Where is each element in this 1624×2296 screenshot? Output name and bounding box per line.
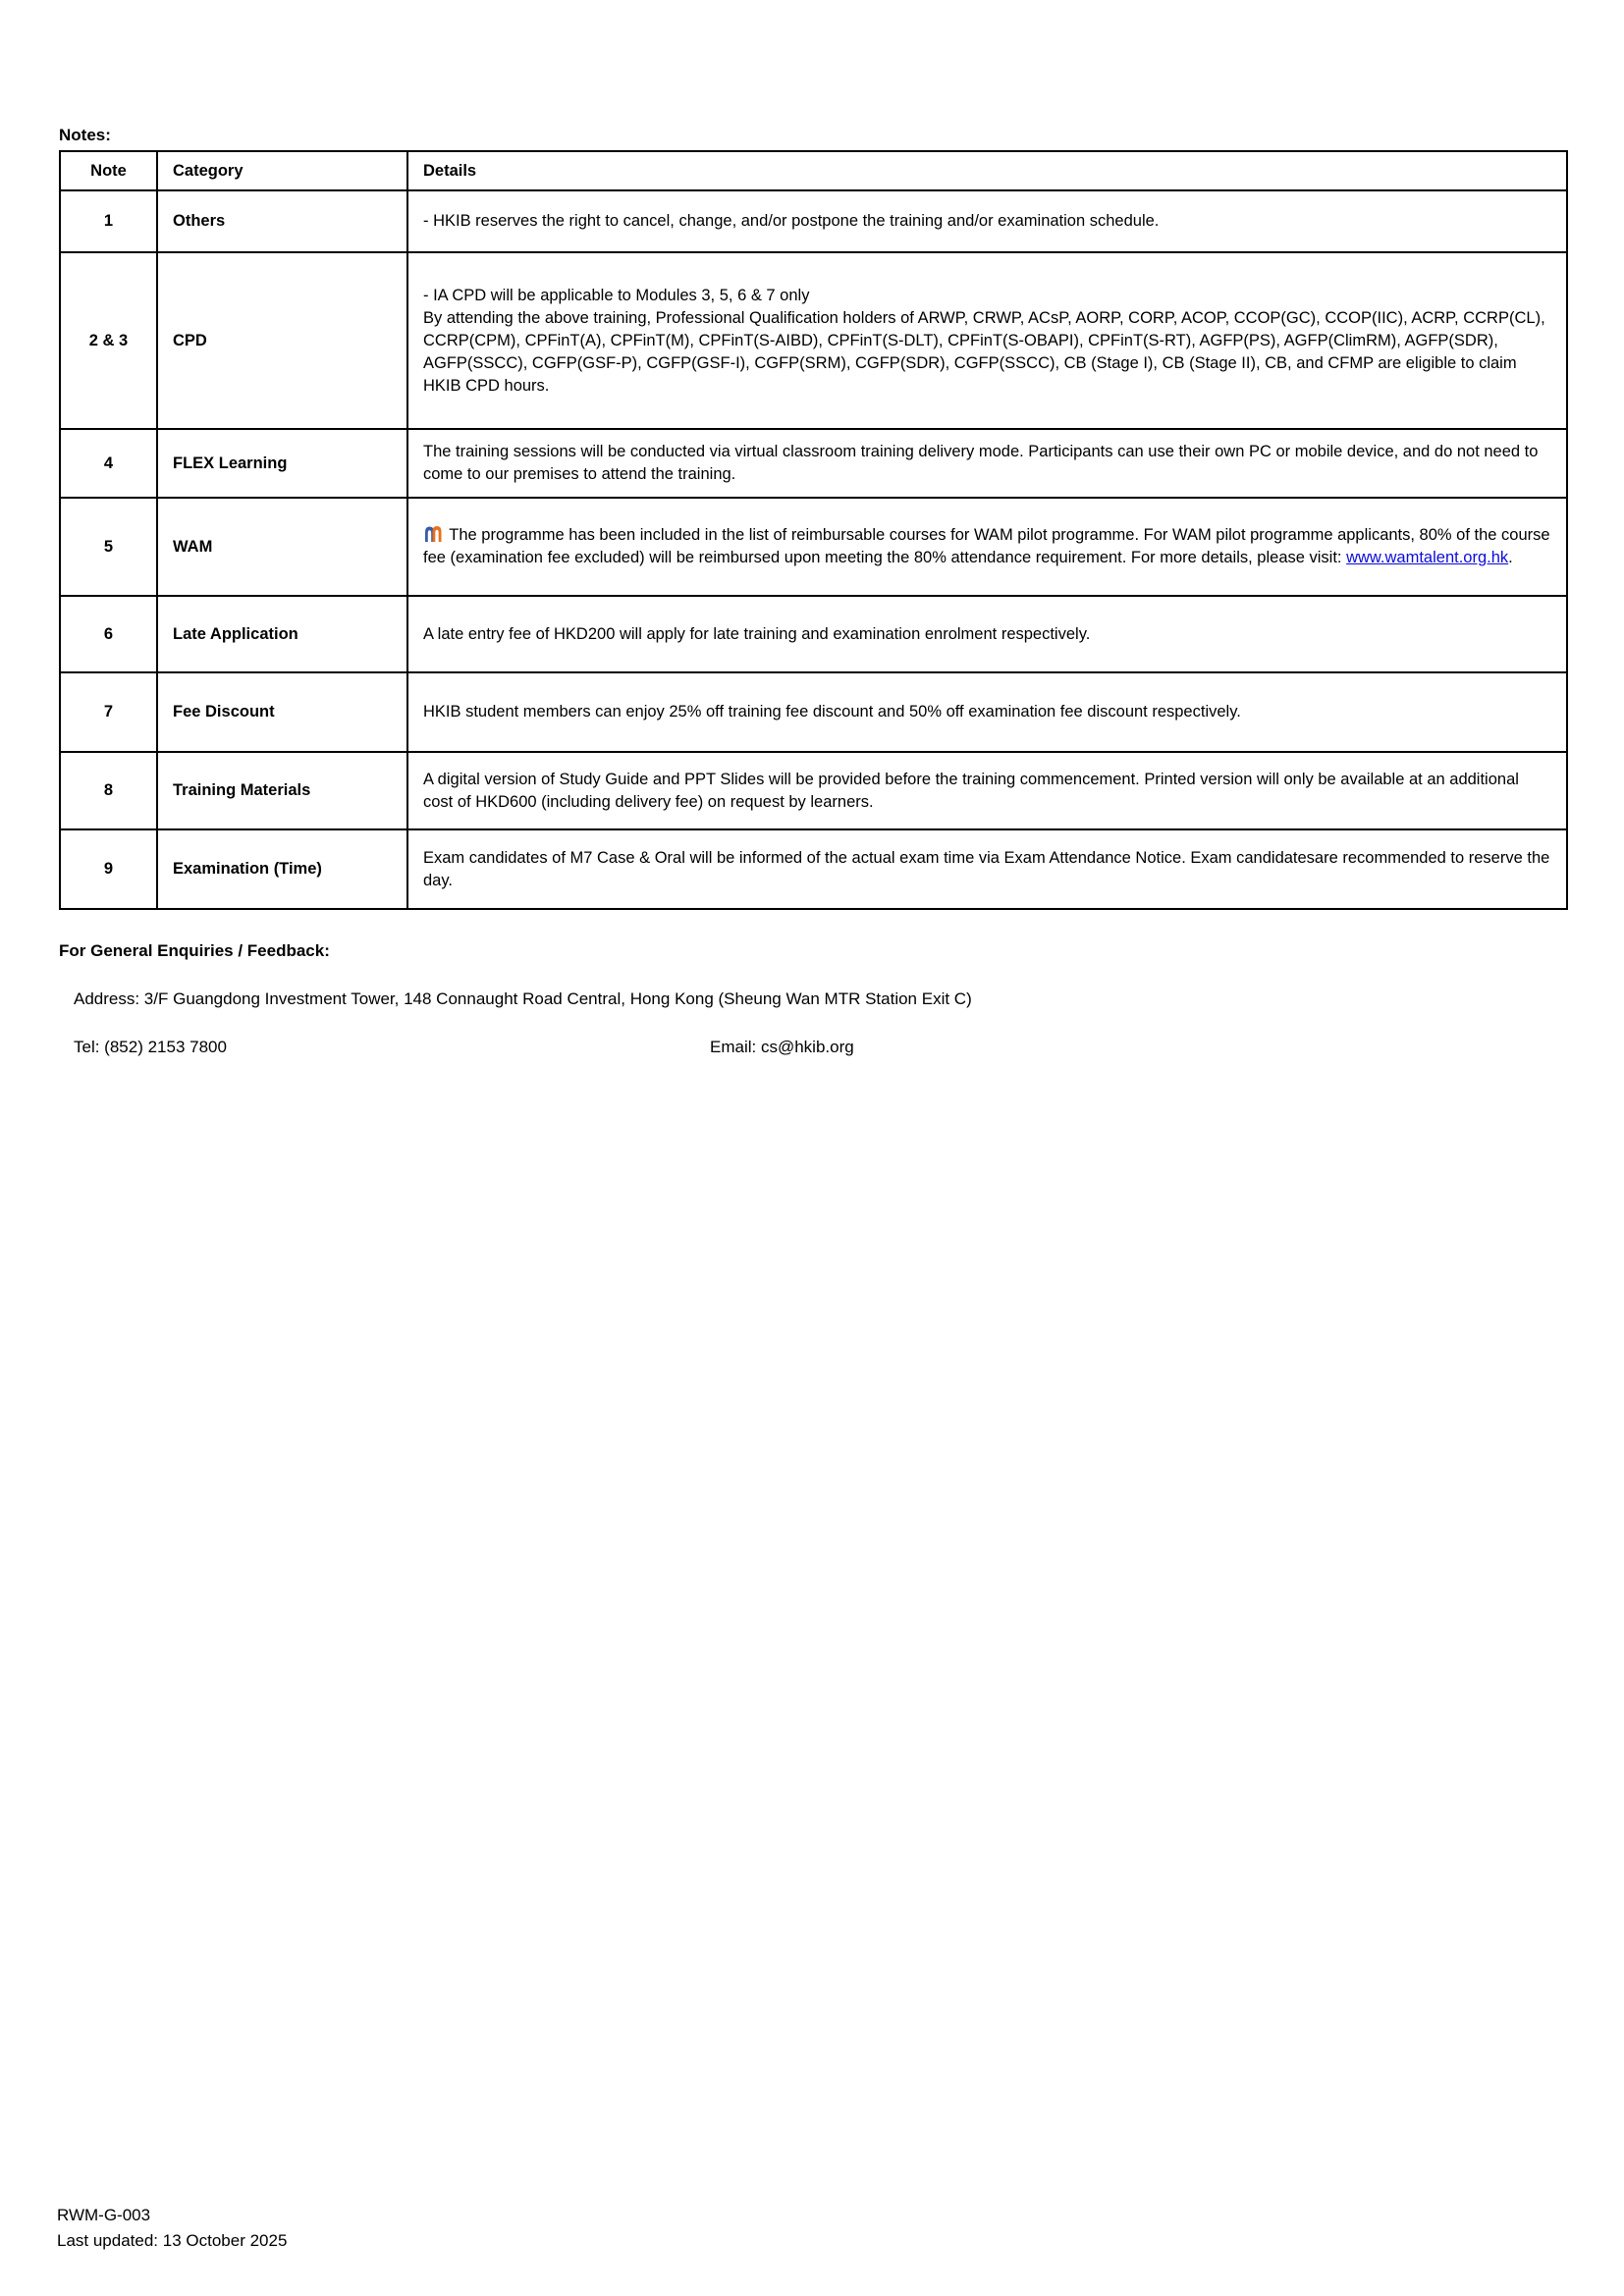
table-row — [60, 190, 1567, 252]
note-category: Examination (Time) — [157, 829, 407, 909]
note-details: HKIB student members can enjoy 25% off training fee discount and 50% off examination fee discount respectively. — [407, 672, 1567, 752]
note-details: Exam candidates of M7 Case & Oral will be informed of the actual exam time via Exam Attendance Notice. Exam candidatesare recommended to reserve the day. — [407, 829, 1567, 909]
notes-heading: Notes: — [59, 126, 111, 144]
table-header-row — [60, 151, 1567, 190]
header-category: Category — [157, 151, 407, 190]
note-details: A digital version of Study Guide and PPT Slides will be provided before the training commencement. Printed version will only be available at an additional cost of HKD600 (including delivery fee) on request by learners. — [407, 752, 1567, 829]
note-category: FLEX Learning — [157, 429, 407, 498]
note-details: A late entry fee of HKD200 will apply for late training and examination enrolment respectively. — [407, 596, 1567, 672]
document-footer — [57, 2203, 287, 2254]
note-number: 7 — [60, 672, 157, 752]
note-category: CPD — [157, 252, 407, 429]
email-text: Email: cs@hkib.org — [710, 1038, 854, 1056]
note-number: 6 — [60, 596, 157, 672]
note-category: Late Application — [157, 596, 407, 672]
doc-code: RWM-G-003 — [57, 2206, 151, 2224]
header-note: Note — [60, 151, 157, 190]
note-details: The programme has been included in the list of reimbursable courses for WAM pilot programme. For WAM pilot programme applicants, 80% of the course fee (examination fee excluded) will be reimbursed upon meeting the 80% attendance requirement. For more details, please visit: www.wamtalent.org.hk. — [407, 498, 1567, 596]
contact-section — [59, 940, 1624, 1058]
table-row — [60, 429, 1567, 498]
table-row — [60, 498, 1567, 596]
wam-logo-icon — [423, 524, 443, 544]
header-details: Details — [407, 151, 1567, 190]
notes-table-body — [60, 190, 1567, 909]
address-line — [74, 988, 1566, 1010]
note-number: 4 — [60, 429, 157, 498]
table-row — [60, 672, 1567, 752]
table-row — [60, 596, 1567, 672]
tel-text: Tel: (852) 2153 7800 — [74, 1038, 227, 1056]
note-details: The training sessions will be conducted via virtual classroom training delivery mode. Participants can use their own PC or mobile device, and do not need to come to our premises to attend the training. — [407, 429, 1567, 498]
wamtalent-link[interactable]: www.wamtalent.org.hk — [1346, 549, 1509, 566]
note-category: Fee Discount — [157, 672, 407, 752]
contact-heading: For General Enquiries / Feedback: — [59, 941, 330, 960]
notes-table — [59, 150, 1568, 910]
note-number: 5 — [60, 498, 157, 596]
note-number: 2 & 3 — [60, 252, 157, 429]
note-number: 9 — [60, 829, 157, 909]
page-content — [0, 0, 1624, 1058]
note-details: - IA CPD will be applicable to Modules 3, 5, 6 & 7 only By attending the above training, Professional Qualification holders of ARWP, CRWP, ACsP, AORP, CORP, ACOP, CCOP(GC), CCOP(IIC), ACRP, CCRP(CL), CCRP(CPM), CPFinT(A), CPFinT(M), CPFinT(S-AIBD), CPFinT(S-DLT), CPFinT(S-OBAPI), CPFinT(S-RT), AGFP(PS), AGFP(ClimRM), AGFP(SDR), AGFP(SSCC), CGFP(GSF-P), CGFP(GSF-I), CGFP(SRM), CGFP(SDR), CGFP(SSCC), CB (Stage I), CB (Stage II), CB, and CFMP are eligible to claim HKIB CPD hours. — [407, 252, 1567, 429]
note-category: Training Materials — [157, 752, 407, 829]
table-row — [60, 752, 1567, 829]
note-details: - HKIB reserves the right to cancel, change, and/or postpone the training and/or examination schedule. — [407, 190, 1567, 252]
note-category: WAM — [157, 498, 407, 596]
note-category: Others — [157, 190, 407, 252]
table-row — [60, 252, 1567, 429]
note-number: 1 — [60, 190, 157, 252]
last-updated: Last updated: 13 October 2025 — [57, 2231, 288, 2250]
tel-email-line — [74, 1037, 1566, 1058]
table-row — [60, 829, 1567, 909]
note-number: 8 — [60, 752, 157, 829]
address-text: Address: 3/F Guangdong Investment Tower, 148 Connaught Road Central, Hong Kong (Sheung Wan MTR Station Exit C) — [74, 989, 972, 1008]
